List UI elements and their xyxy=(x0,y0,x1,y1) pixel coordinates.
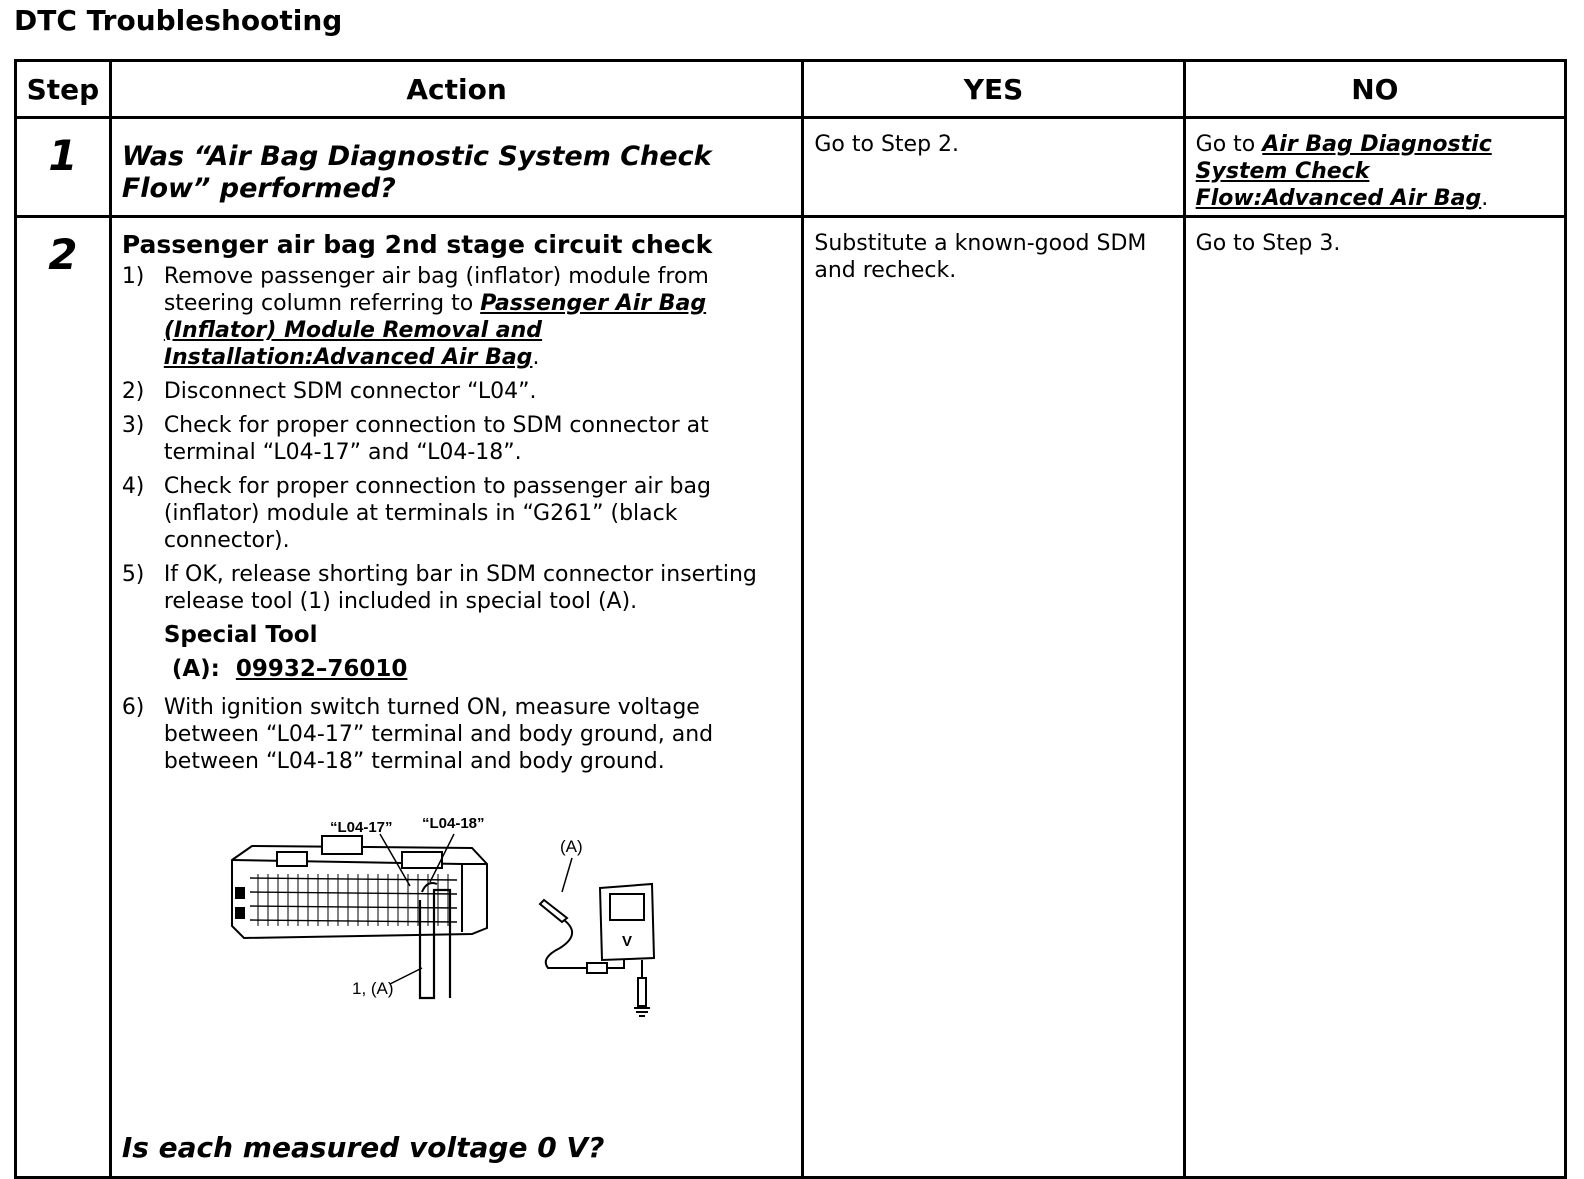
header-no: NO xyxy=(1184,61,1565,118)
step-cell xyxy=(16,118,111,217)
sdm-connector-drawing xyxy=(232,836,487,998)
header-action: Action xyxy=(110,61,803,118)
label-l04-17: “L04-17” xyxy=(329,819,393,836)
procedure-list-cont xyxy=(112,694,802,775)
header-step: Step xyxy=(16,61,111,118)
connector-voltmeter-figure xyxy=(222,808,682,1018)
list-item xyxy=(122,378,802,405)
no-text: Go to Step 3. xyxy=(1195,231,1341,256)
no-cell xyxy=(1184,118,1565,217)
label-meter-a: (A) xyxy=(559,837,583,856)
dtc-table xyxy=(14,59,1567,1179)
label-l04-18: “L04-18” xyxy=(421,815,485,832)
item-text-body: Remove passenger air bag (inflator) module from steering column referring to xyxy=(163,264,709,316)
item-text: Check for proper connection to SDM connector at terminal “L04-17” and “L04-18”. xyxy=(163,413,709,465)
special-tool-label: Special Tool xyxy=(163,622,318,648)
step-number: 1 xyxy=(48,131,78,180)
label-tool: 1, (A) xyxy=(351,979,394,998)
final-question: Is each measured voltage 0 V? xyxy=(121,1131,605,1164)
special-tool-block xyxy=(112,622,802,682)
label-volt: V xyxy=(621,933,632,950)
no-prefix: Go to xyxy=(1195,132,1263,157)
tool-leader xyxy=(390,968,422,984)
step-cell xyxy=(16,217,111,1178)
action-question: Was “Air Bag Diagnostic System Check Flow” performed? xyxy=(121,141,712,204)
yes-cell xyxy=(803,118,1184,217)
item-text: Check for proper connection to passenger air bag (inflator) module at terminals in “G261” (black connector). xyxy=(163,474,711,553)
item-number: 1) xyxy=(121,264,145,289)
item-text xyxy=(164,263,802,371)
header-yes: YES xyxy=(803,61,1184,118)
item-number: 4) xyxy=(121,474,145,499)
voltmeter-drawing xyxy=(540,858,654,1016)
item-text: If OK, release shorting bar in SDM connector inserting release tool (1) included in special tool (A). xyxy=(163,562,757,614)
table-row xyxy=(16,118,1566,217)
item-number: 5) xyxy=(121,562,145,587)
list-item xyxy=(122,561,802,615)
list-item xyxy=(122,263,802,371)
no-text xyxy=(1186,119,1564,212)
list-item xyxy=(122,412,802,466)
yes-text: Go to Step 2. xyxy=(814,132,960,157)
item-number: 3) xyxy=(121,413,145,438)
special-tool-prefix: (A): xyxy=(171,656,220,682)
item-text-suffix: . xyxy=(532,345,540,370)
list-item xyxy=(122,694,802,775)
item-number: 2) xyxy=(121,379,145,404)
special-tool-line xyxy=(164,656,802,682)
yes-text: Substitute a known-good SDM and recheck. xyxy=(814,231,1147,283)
action-cell xyxy=(110,118,803,217)
action-content xyxy=(112,218,802,1176)
procedure-list xyxy=(112,263,802,615)
no-suffix: . xyxy=(1481,186,1489,211)
list-item xyxy=(122,473,802,554)
table-row xyxy=(16,217,1566,1178)
item-text: Disconnect SDM connector “L04”. xyxy=(163,379,537,404)
yes-cell xyxy=(803,217,1184,1178)
step-number: 2 xyxy=(48,230,78,279)
special-tool-number: 09932–76010 xyxy=(235,656,408,682)
item-text: With ignition switch turned ON, measure voltage between “L04-17” terminal and body ground, and between “L04-18” terminal and body ground. xyxy=(163,695,714,774)
item-number: 6) xyxy=(121,695,145,720)
page-title: DTC Troubleshooting xyxy=(14,4,343,37)
table-header-row xyxy=(16,61,1566,118)
air-bag-check-flow-link[interactable]: Air Bag Diagnostic System Check Flow:Advanced Air Bag xyxy=(1195,132,1492,211)
no-cell xyxy=(1184,217,1565,1178)
action-heading: Passenger air bag 2nd stage circuit check xyxy=(121,230,713,259)
action-cell xyxy=(110,217,803,1178)
inflator-removal-link[interactable]: Passenger Air Bag (Inflator) Module Removal and Installation:Advanced Air Bag xyxy=(163,291,707,370)
